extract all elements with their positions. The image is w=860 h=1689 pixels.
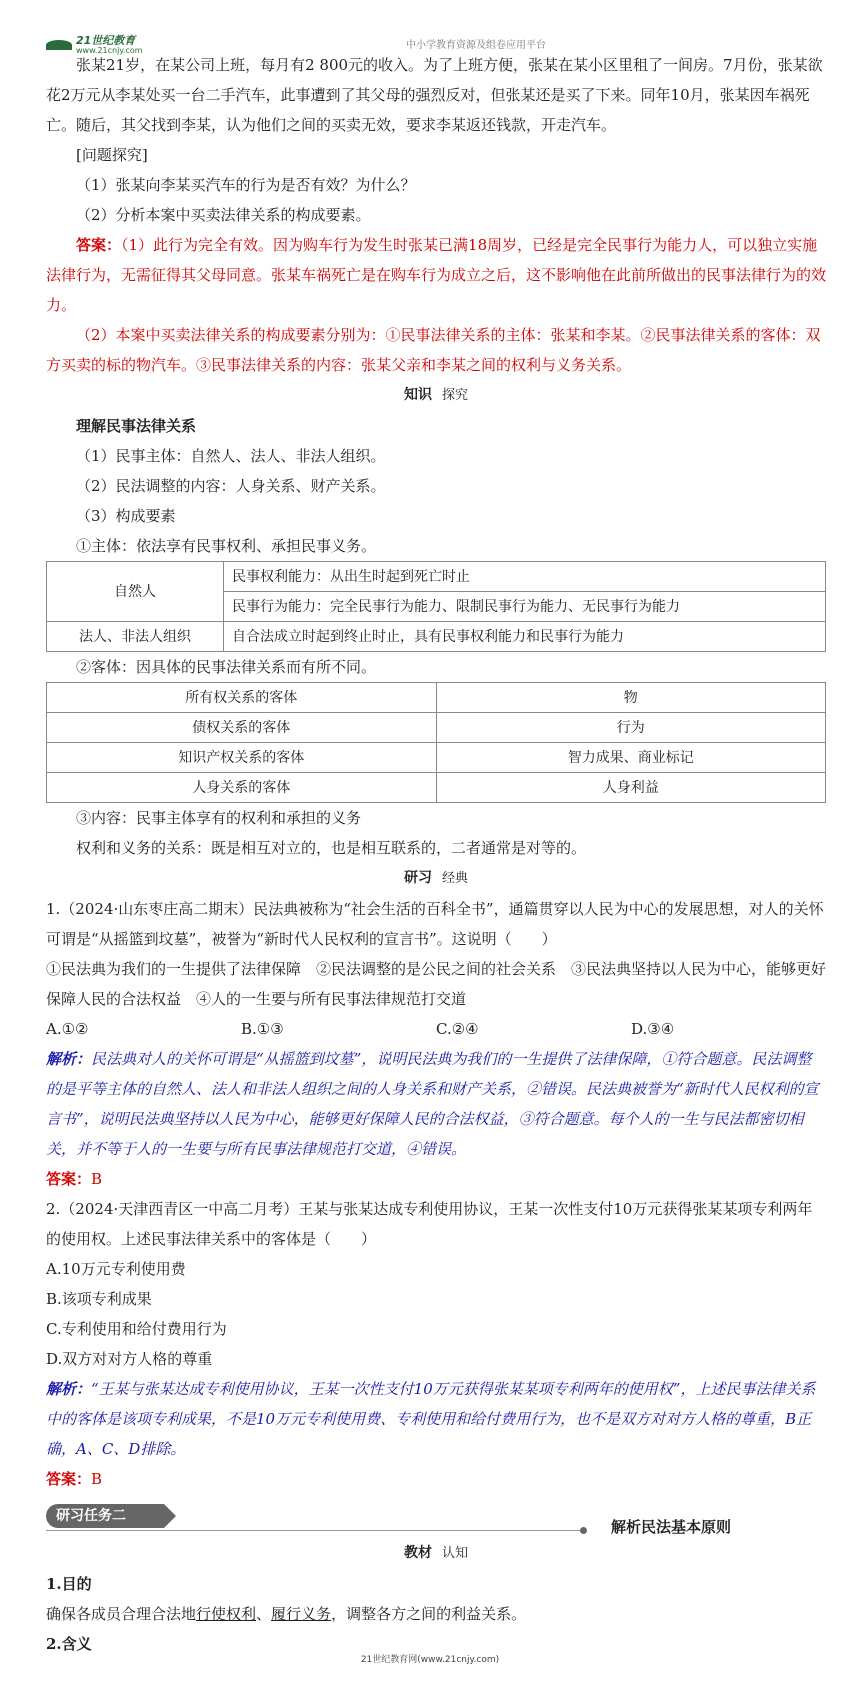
header-platform-text: 中小学教育资源及组卷应用平台 <box>406 40 546 51</box>
question-2-stem: 2.（2024·天津西青区一中高二月考）王某与张某达成专利使用协议，王某一次性支付10万元获得张某某项专利两年的使用权。上述民事法律关系中的客体是（ ） <box>46 1200 813 1248</box>
table-cell: 行为 <box>436 713 826 743</box>
option-d[interactable]: D.双方对对方人格的尊重 <box>46 1350 213 1368</box>
knowledge-item-3: （3）构成要素 <box>76 507 176 525</box>
answer-value: B <box>91 1470 103 1488</box>
analysis-text: 民法典对人的关怀可谓是“从摇篮到坟墓”，说明民法典为我们的一生提供了法律保障，①符合题意。民法调整的是平等主体的自然人、法人和非法人组织之间的人身关系和财产关系，②错误。民法典被誉为“新时代人民权利的宣言书”，说明民法典坚持以人民为中心，能够更好保障人民的合法权益，③符合题意。每个人的一生与民法都密切相关，并不等于人的一生要与所有民事法律规范打交道，④错误。 <box>46 1050 819 1158</box>
option-c[interactable]: C.②④ <box>436 1020 479 1038</box>
section-title-study <box>46 863 826 894</box>
table-cell: 所有权关系的客体 <box>47 683 437 713</box>
text-span: 确保各成员合理合法地 <box>46 1605 197 1623</box>
option-c[interactable]: C.专利使用和给付费用行为 <box>46 1320 227 1338</box>
object-table <box>46 682 826 803</box>
content-line: ③内容：民事主体享有的权利和承担的义务 <box>76 809 362 827</box>
object-line: ②客体：因具体的民事法律关系而有所不同。 <box>76 658 377 676</box>
question-1-answer <box>46 1164 826 1194</box>
table-cell: 物 <box>436 683 826 713</box>
question-1: （1）张某向李某买汽车的行为是否有效？为什么？ <box>76 176 416 194</box>
task-banner <box>46 1498 826 1538</box>
relation-line: 权利和义务的关系：既是相互对立的，也是相互联系的，二者通常是对等的。 <box>76 839 587 857</box>
analysis-text: “王某与张某达成专利使用协议，王某一次性支付10万元获得张某某项专利两年的使用权”，上述民事法律关系中的客体是该项专利成果，不是10万元专利使用费、专利使用和给付费用行为，也不是双方对对方人格的尊重，B正确，A、C、D排除。 <box>46 1380 816 1458</box>
table-cell: 智力成果、商业标记 <box>436 743 826 773</box>
section-title-textbook <box>46 1538 826 1569</box>
section-title-main: 教材 <box>403 1545 432 1561</box>
section-title-main: 研习 <box>403 870 432 886</box>
task-tag: 研习任务二 <box>46 1504 164 1528</box>
question-1-options <box>46 1014 826 1044</box>
page-footer: 21世纪教育网(www.21cnjy.com) <box>360 1655 500 1665</box>
table-cell: 人身利益 <box>436 773 826 803</box>
question-2-analysis <box>46 1374 826 1464</box>
answer-1 <box>46 230 826 320</box>
subject-table <box>46 561 826 652</box>
question-2-answer <box>46 1464 826 1494</box>
table-cell: 民事权利能力：从出生时起到死亡时止 <box>224 562 826 592</box>
knowledge-item-2: （2）民法调整的内容：人身关系、财产关系。 <box>76 477 386 495</box>
table-cell: 人身关系的客体 <box>47 773 437 803</box>
purpose-text <box>46 1599 826 1629</box>
case-paragraph: 张某21岁，在某公司上班，每月有2 800元的收入。为了上班方便，张某在某小区里租了一间房。7月份，张某欲花2万元从李某处买一台二手汽车，此事遭到了其父母的强烈反对，但张某还是买了下来。同年10月，张某因车祸死亡。随后，其父找到李某，认为他们之间的买卖无效，要求李某返还钱款，开走汽车。 <box>46 56 823 134</box>
answer-2: （2）本案中买卖法律关系的构成要素分别为：①民事法律关系的主体：张某和李某。②民事法律关系的客体：双方买卖的标的物汽车。③民事法律关系的内容：张某父亲和李某之间的权利与义务关系。 <box>46 326 821 374</box>
section-title-sub: 探究 <box>441 388 468 403</box>
answer-label: 答案： <box>76 236 122 254</box>
analysis-label: 解析： <box>46 1050 92 1068</box>
question-1-stem: 1.（2024·山东枣庄高二期末）民法典被称为“社会生活的百科全书”，通篇贯穿以人民为中心的发展思想，对人的关怀可谓是“从摇篮到坟墓”，被誉为“新时代人民权利的宣言书”。这说明（ ） <box>46 900 824 948</box>
underlined-term: 行使权利 <box>196 1605 257 1623</box>
section-title-sub: 认知 <box>441 1546 468 1561</box>
section-title-sub: 经典 <box>441 871 468 886</box>
logo-url: www.21cnjy.com <box>76 46 143 55</box>
heading-purpose: 1.目的 <box>46 1575 92 1593</box>
option-a[interactable]: A.10万元专利使用费 <box>46 1260 186 1278</box>
option-b[interactable]: B.①③ <box>241 1020 284 1038</box>
knowledge-item-1: （1）民事主体：自然人、法人、非法人组织。 <box>76 447 386 465</box>
analysis-label: 解析： <box>46 1380 92 1398</box>
section-title-knowledge <box>46 380 826 411</box>
knowledge-heading: 理解民事法律关系 <box>76 417 197 435</box>
answer-value: B <box>91 1170 103 1188</box>
table-row <box>47 713 826 743</box>
option-a[interactable]: A.①② <box>46 1020 89 1038</box>
logo-text: 21世纪教育 <box>76 34 136 47</box>
option-b[interactable]: B.该项专利成果 <box>46 1290 152 1308</box>
table-row <box>47 622 826 652</box>
question-header: [问题探究] <box>76 146 148 164</box>
logo-icon <box>46 40 72 50</box>
table-cell: 债权关系的客体 <box>47 713 437 743</box>
subject-line: ①主体：依法享有民事权利、承担民事义务。 <box>76 537 377 555</box>
table-cell: 知识产权关系的客体 <box>47 743 437 773</box>
task-divider <box>46 1530 586 1531</box>
table-row <box>47 773 826 803</box>
section-title-main: 知识 <box>403 387 432 403</box>
table-row <box>47 743 826 773</box>
table-cell: 民事行为能力：完全民事行为能力、限制民事行为能力、无民事行为能力 <box>224 592 826 622</box>
text-span: ，调整各方之间的利益关系。 <box>331 1605 527 1623</box>
answer-label: 答案： <box>46 1170 92 1188</box>
table-row <box>47 683 826 713</box>
answer-label: 答案： <box>46 1470 92 1488</box>
option-d[interactable]: D.③④ <box>631 1020 675 1038</box>
heading-meaning: 2.含义 <box>46 1635 92 1653</box>
text-span: 、 <box>256 1605 272 1623</box>
table-cell: 法人、非法人组织 <box>47 622 224 652</box>
table-cell: 自合法成立时起到终止时止，具有民事权利能力和民事行为能力 <box>224 622 826 652</box>
task-title: 解析民法基本原则 <box>611 1518 732 1536</box>
document-body <box>46 50 826 1659</box>
question-1-items: ①民法典为我们的一生提供了法律保障 ②民法调整的是公民之间的社会关系 ③民法典坚持以人民为中心，能够更好保障人民的合法权益 ④人的一生要与所有民事法律规范打交道 <box>46 960 827 1008</box>
question-1-analysis <box>46 1044 826 1164</box>
table-row <box>47 562 826 592</box>
answer-1-text: （1）此行为完全有效。因为购车行为发生时张某已满18周岁，已经是完全民事行为能力人，可以独立实施法律行为，无需征得其父母同意。张某车祸死亡是在购车行为成立之后，这不影响他在此前所做出的民事法律行为的效力。 <box>46 236 827 314</box>
table-cell: 自然人 <box>47 562 224 622</box>
underlined-term: 履行义务 <box>271 1605 332 1623</box>
question-2: （2）分析本案中买卖法律关系的构成要素。 <box>76 206 371 224</box>
task-dot-icon <box>580 1527 587 1534</box>
